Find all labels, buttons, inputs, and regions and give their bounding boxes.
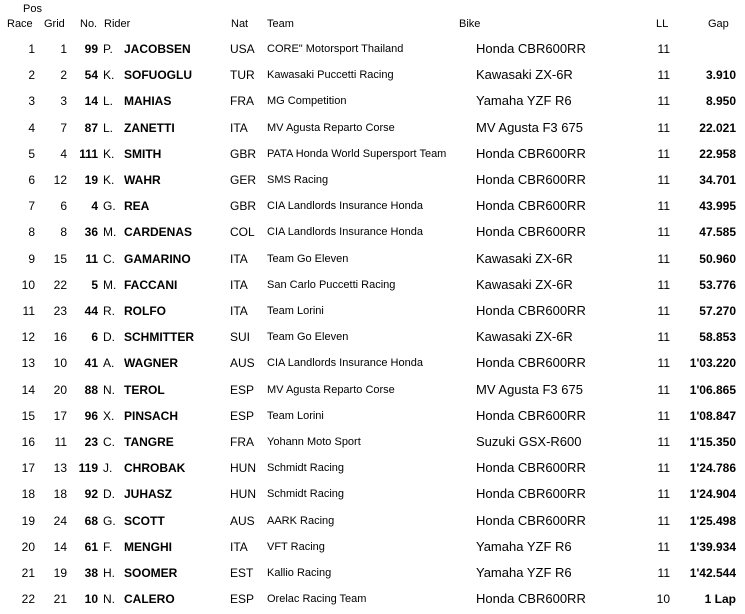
- laps-led: 11: [657, 539, 670, 554]
- column-header-gap: Gap: [708, 18, 729, 30]
- rider-surname: SOOMER: [124, 566, 178, 580]
- rider-number: 11: [85, 251, 98, 266]
- gap-time: 1'25.498: [689, 513, 736, 528]
- table-row: [0, 560, 745, 586]
- nationality: USA: [230, 42, 255, 56]
- nationality: FRA: [230, 94, 254, 109]
- gap-time: 8.950: [705, 94, 736, 109]
- grid-position: 2: [60, 68, 67, 83]
- rider-initial: H.: [103, 566, 115, 580]
- gap-time: 1'06.865: [689, 382, 736, 397]
- table-row: [0, 324, 745, 350]
- team-name: Yohann Moto Sport: [267, 436, 361, 448]
- table-row: [0, 377, 745, 403]
- rider-initial: F.: [103, 539, 113, 554]
- gap-time: 1 Lap: [704, 592, 736, 607]
- rider-initial: C.: [103, 435, 115, 449]
- column-header-nat: Nat: [231, 18, 249, 30]
- grid-position: 10: [53, 356, 67, 371]
- nationality: ESP: [230, 592, 255, 607]
- grid-position: 3: [60, 94, 67, 109]
- team-name: Schmidt Racing: [267, 488, 345, 501]
- rider-surname: TEROL: [124, 382, 165, 397]
- laps-led: 11: [657, 356, 670, 371]
- grid-position: 18: [53, 487, 67, 502]
- team-name: MV Agusta Reparto Corse: [267, 121, 395, 134]
- grid-position: 14: [53, 539, 67, 554]
- rider-surname: GAMARINO: [124, 251, 191, 266]
- laps-led: 11: [657, 68, 670, 83]
- rider-number: 92: [84, 487, 98, 502]
- laps-led: 11: [657, 146, 670, 161]
- laps-led: 11: [657, 251, 670, 266]
- rider-number: 87: [84, 120, 98, 135]
- column-header-pos: Pos: [23, 3, 42, 15]
- laps-led: 11: [657, 461, 670, 476]
- rider-number: 88: [84, 382, 98, 397]
- race-position: 20: [21, 539, 35, 554]
- team-name: Orelac Racing Team: [267, 593, 367, 606]
- grid-position: 21: [53, 592, 67, 607]
- rider-surname: ZANETTI: [124, 120, 175, 135]
- table-row: [0, 481, 745, 507]
- table-row: [0, 167, 745, 193]
- laps-led: 11: [657, 225, 670, 240]
- grid-position: 1: [60, 42, 67, 56]
- table-row: [0, 219, 745, 245]
- team-name: SMS Racing: [267, 174, 329, 186]
- nationality: ITA: [230, 277, 248, 292]
- gap-time: 57.270: [699, 304, 736, 318]
- rider-initial: N.: [103, 592, 115, 607]
- race-position: 14: [21, 382, 35, 397]
- grid-position: 23: [53, 304, 67, 318]
- bike-model: Yamaha YZF R6: [476, 93, 572, 109]
- grid-position: 13: [53, 461, 67, 476]
- bike-model: Kawasaki ZX-6R: [476, 329, 573, 345]
- gap-time: 1'03.220: [689, 356, 736, 371]
- team-name: Team Lorini: [267, 305, 324, 317]
- rider-surname: MENGHI: [124, 539, 172, 554]
- bike-model: Honda CBR600RR: [476, 224, 586, 240]
- rider-initial: A.: [103, 356, 115, 371]
- bike-model: MV Agusta F3 675: [476, 381, 583, 397]
- gap-time: 1'15.350: [689, 435, 736, 449]
- laps-led: 11: [657, 120, 670, 135]
- rider-number: 6: [91, 330, 98, 345]
- rider-number: 119: [78, 461, 98, 476]
- table-row: [0, 534, 745, 560]
- column-header-team: Team: [267, 18, 294, 30]
- nationality: ITA: [230, 120, 248, 135]
- table-row: [0, 141, 745, 167]
- race-position: 16: [21, 435, 35, 449]
- rider-surname: SMITH: [124, 146, 162, 161]
- nationality: GER: [230, 173, 257, 187]
- laps-led: 11: [657, 435, 670, 449]
- grid-position: 12: [53, 173, 67, 187]
- rider-surname: ROLFO: [124, 304, 166, 318]
- rider-initial: X.: [103, 408, 115, 423]
- bike-model: Honda CBR600RR: [476, 486, 586, 502]
- bike-model: Honda CBR600RR: [476, 145, 586, 161]
- rider-surname: SOFUOGLU: [124, 68, 192, 83]
- grid-position: 11: [54, 435, 67, 449]
- team-name: Team Lorini: [267, 409, 324, 422]
- rider-surname: MAHIAS: [124, 94, 172, 109]
- column-header-ll: LL: [656, 18, 669, 30]
- grid-position: 8: [60, 225, 67, 240]
- nationality: GBR: [230, 199, 257, 214]
- grid-position: 6: [60, 199, 67, 214]
- gap-time: 34.701: [699, 173, 736, 187]
- gap-time: 22.021: [699, 120, 736, 135]
- rider-initial: C.: [103, 251, 115, 266]
- rider-number: 68: [84, 513, 98, 528]
- team-name: PATA Honda World Supersport Team: [267, 147, 447, 160]
- rider-number: 61: [84, 539, 98, 554]
- gap-time: 1'42.544: [689, 566, 736, 580]
- rider-surname: CALERO: [124, 592, 175, 607]
- rider-initial: K.: [103, 146, 115, 161]
- rider-initial: M.: [103, 277, 117, 292]
- team-name: Team Go Eleven: [267, 252, 349, 265]
- rider-surname: SCHMITTER: [124, 330, 194, 345]
- laps-led: 11: [657, 330, 670, 345]
- table-row: [0, 88, 745, 114]
- bike-model: Honda CBR600RR: [476, 355, 586, 371]
- team-name: CIA Landlords Insurance Honda: [267, 357, 423, 370]
- rider-surname: CHROBAK: [124, 461, 186, 476]
- rider-number: 44: [84, 304, 98, 318]
- race-position: 21: [21, 566, 35, 580]
- table-row: [0, 403, 745, 429]
- rider-number: 10: [84, 592, 98, 607]
- gap-time: 50.960: [699, 251, 736, 266]
- team-name: Team Go Eleven: [267, 331, 349, 344]
- race-position: 18: [21, 487, 35, 502]
- table-row: [0, 36, 745, 62]
- bike-model: Yamaha YZF R6: [476, 565, 572, 580]
- column-header-bike: Bike: [459, 18, 481, 30]
- table-row: [0, 455, 745, 481]
- race-position: 13: [21, 356, 35, 371]
- column-header-rider: Rider: [104, 18, 131, 30]
- bike-model: Suzuki GSX-R600: [476, 434, 582, 449]
- nationality: ESP: [230, 408, 255, 423]
- race-position: 6: [28, 173, 35, 187]
- table-row: [0, 429, 745, 455]
- nationality: EST: [230, 566, 254, 580]
- grid-position: 24: [53, 513, 67, 528]
- rider-surname: CARDENAS: [124, 225, 193, 240]
- laps-led: 11: [657, 173, 670, 187]
- laps-led: 11: [657, 382, 670, 397]
- bike-model: Honda CBR600RR: [476, 512, 586, 528]
- nationality: TUR: [230, 68, 255, 83]
- race-position: 12: [21, 330, 35, 345]
- laps-led: 11: [657, 42, 670, 56]
- bike-model: Honda CBR600RR: [476, 303, 586, 318]
- rider-number: 111: [79, 146, 98, 161]
- grid-position: 7: [60, 120, 67, 135]
- rider-initial: N.: [103, 382, 115, 397]
- race-position: 3: [28, 94, 35, 109]
- grid-position: 16: [53, 330, 67, 345]
- rider-number: 41: [84, 356, 98, 371]
- race-position: 4: [28, 120, 35, 135]
- rider-surname: FACCANI: [124, 277, 178, 292]
- table-row: [0, 193, 745, 219]
- rider-number: 4: [91, 199, 98, 214]
- table-row: [0, 115, 745, 141]
- bike-model: Kawasaki ZX-6R: [476, 67, 573, 83]
- rider-number: 36: [84, 225, 98, 240]
- grid-position: 15: [53, 251, 67, 266]
- bike-model: Kawasaki ZX-6R: [476, 250, 573, 266]
- team-name: MG Competition: [267, 95, 347, 108]
- rider-number: 38: [84, 566, 98, 580]
- table-row: [0, 350, 745, 376]
- team-name: CIA Landlords Insurance Honda: [267, 226, 423, 239]
- laps-led: 11: [657, 487, 670, 502]
- rider-surname: SCOTT: [124, 513, 165, 528]
- race-position: 5: [28, 146, 35, 161]
- team-name: VFT Racing: [267, 540, 325, 553]
- grid-position: 22: [53, 277, 67, 292]
- laps-led: 11: [657, 277, 670, 292]
- nationality: GBR: [230, 146, 257, 161]
- grid-position: 17: [53, 408, 67, 423]
- column-header-race: Race: [7, 18, 33, 30]
- table-row: [0, 246, 745, 272]
- bike-model: Kawasaki ZX-6R: [476, 276, 573, 292]
- race-position: 10: [21, 277, 35, 292]
- rider-initial: L.: [103, 94, 114, 109]
- nationality: AUS: [230, 356, 255, 371]
- nationality: SUI: [230, 330, 251, 345]
- column-header-grid: Grid: [44, 18, 65, 30]
- gap-time: 1'08.847: [689, 408, 736, 423]
- nationality: FRA: [230, 435, 254, 449]
- nationality: ITA: [230, 304, 248, 318]
- team-name: Kallio Racing: [267, 567, 332, 579]
- rider-initial: J.: [103, 461, 113, 476]
- team-name: AARK Racing: [267, 514, 335, 527]
- bike-model: Honda CBR600RR: [476, 198, 586, 214]
- column-header-no: No.: [80, 18, 98, 30]
- race-position: 9: [28, 251, 35, 266]
- bike-model: Honda CBR600RR: [476, 172, 586, 187]
- grid-position: 20: [53, 382, 67, 397]
- rider-surname: JUHASZ: [124, 487, 173, 502]
- gap-time: 1'24.904: [689, 487, 736, 502]
- rider-number: 19: [84, 173, 98, 187]
- table-row: [0, 62, 745, 88]
- rider-number: 54: [84, 68, 98, 83]
- rider-number: 5: [91, 277, 98, 292]
- laps-led: 11: [657, 94, 670, 109]
- race-position: 1: [28, 42, 35, 56]
- gap-time: 53.776: [699, 277, 736, 292]
- rider-initial: G.: [103, 199, 116, 214]
- table-row: [0, 272, 745, 298]
- team-name: MV Agusta Reparto Corse: [267, 383, 395, 396]
- team-name: CORE" Motorsport Thailand: [267, 43, 404, 55]
- rider-number: 99: [84, 42, 98, 56]
- team-name: CIA Landlords Insurance Honda: [267, 200, 423, 213]
- rider-initial: L.: [103, 120, 114, 135]
- table-row: [0, 508, 745, 534]
- rider-surname: WAHR: [124, 173, 161, 187]
- rider-surname: REA: [124, 199, 150, 214]
- nationality: HUN: [230, 487, 256, 502]
- laps-led: 11: [657, 199, 670, 214]
- race-position: 11: [22, 304, 35, 318]
- nationality: ESP: [230, 382, 255, 397]
- laps-led: 11: [657, 513, 670, 528]
- bike-model: Honda CBR600RR: [476, 41, 586, 56]
- race-position: 8: [28, 225, 35, 240]
- gap-time: 47.585: [699, 225, 736, 240]
- grid-position: 4: [60, 146, 67, 161]
- gap-time: 1'39.934: [689, 539, 736, 554]
- rider-initial: G.: [103, 513, 116, 528]
- race-position: 17: [21, 461, 35, 476]
- laps-led: 11: [657, 408, 670, 423]
- laps-led: 11: [657, 566, 670, 580]
- bike-model: Yamaha YZF R6: [476, 538, 572, 554]
- gap-time: 43.995: [699, 199, 736, 214]
- table-row: [0, 298, 745, 324]
- rider-initial: D.: [103, 487, 115, 502]
- nationality: ITA: [230, 539, 248, 554]
- nationality: ITA: [230, 251, 248, 266]
- grid-position: 19: [53, 566, 67, 580]
- rider-surname: TANGRE: [124, 435, 174, 449]
- rider-number: 23: [84, 435, 98, 449]
- table-row: [0, 586, 745, 612]
- rider-initial: K.: [103, 173, 115, 187]
- nationality: HUN: [230, 461, 256, 476]
- rider-initial: M.: [103, 225, 117, 240]
- laps-led: 11: [657, 304, 670, 318]
- rider-surname: PINSACH: [124, 408, 179, 423]
- bike-model: MV Agusta F3 675: [476, 119, 583, 135]
- race-position: 15: [21, 408, 35, 423]
- gap-time: 58.853: [699, 330, 736, 345]
- team-name: Kawasaki Puccetti Racing: [267, 69, 394, 82]
- race-position: 2: [28, 68, 35, 83]
- team-name: San Carlo Puccetti Racing: [267, 278, 396, 291]
- rider-initial: R.: [103, 304, 115, 318]
- team-name: Schmidt Racing: [267, 462, 345, 475]
- gap-time: 1'24.786: [689, 461, 736, 476]
- nationality: COL: [230, 225, 255, 240]
- race-position: 19: [21, 513, 35, 528]
- rider-surname: WAGNER: [124, 356, 178, 371]
- bike-model: Honda CBR600RR: [476, 591, 586, 607]
- bike-model: Honda CBR600RR: [476, 460, 586, 476]
- rider-number: 96: [84, 408, 98, 423]
- rider-initial: K.: [103, 68, 115, 83]
- gap-time: 22.958: [699, 146, 736, 161]
- bike-model: Honda CBR600RR: [476, 407, 586, 423]
- gap-time: 3.910: [705, 68, 736, 83]
- rider-surname: JACOBSEN: [124, 42, 191, 56]
- rider-number: 14: [84, 94, 98, 109]
- nationality: AUS: [230, 513, 255, 528]
- rider-initial: D.: [103, 330, 115, 345]
- gap-time: [680, 36, 736, 62]
- race-position: 7: [28, 199, 35, 214]
- laps-led: 10: [656, 592, 670, 607]
- rider-initial: P.: [103, 42, 113, 56]
- race-position: 22: [21, 592, 35, 607]
